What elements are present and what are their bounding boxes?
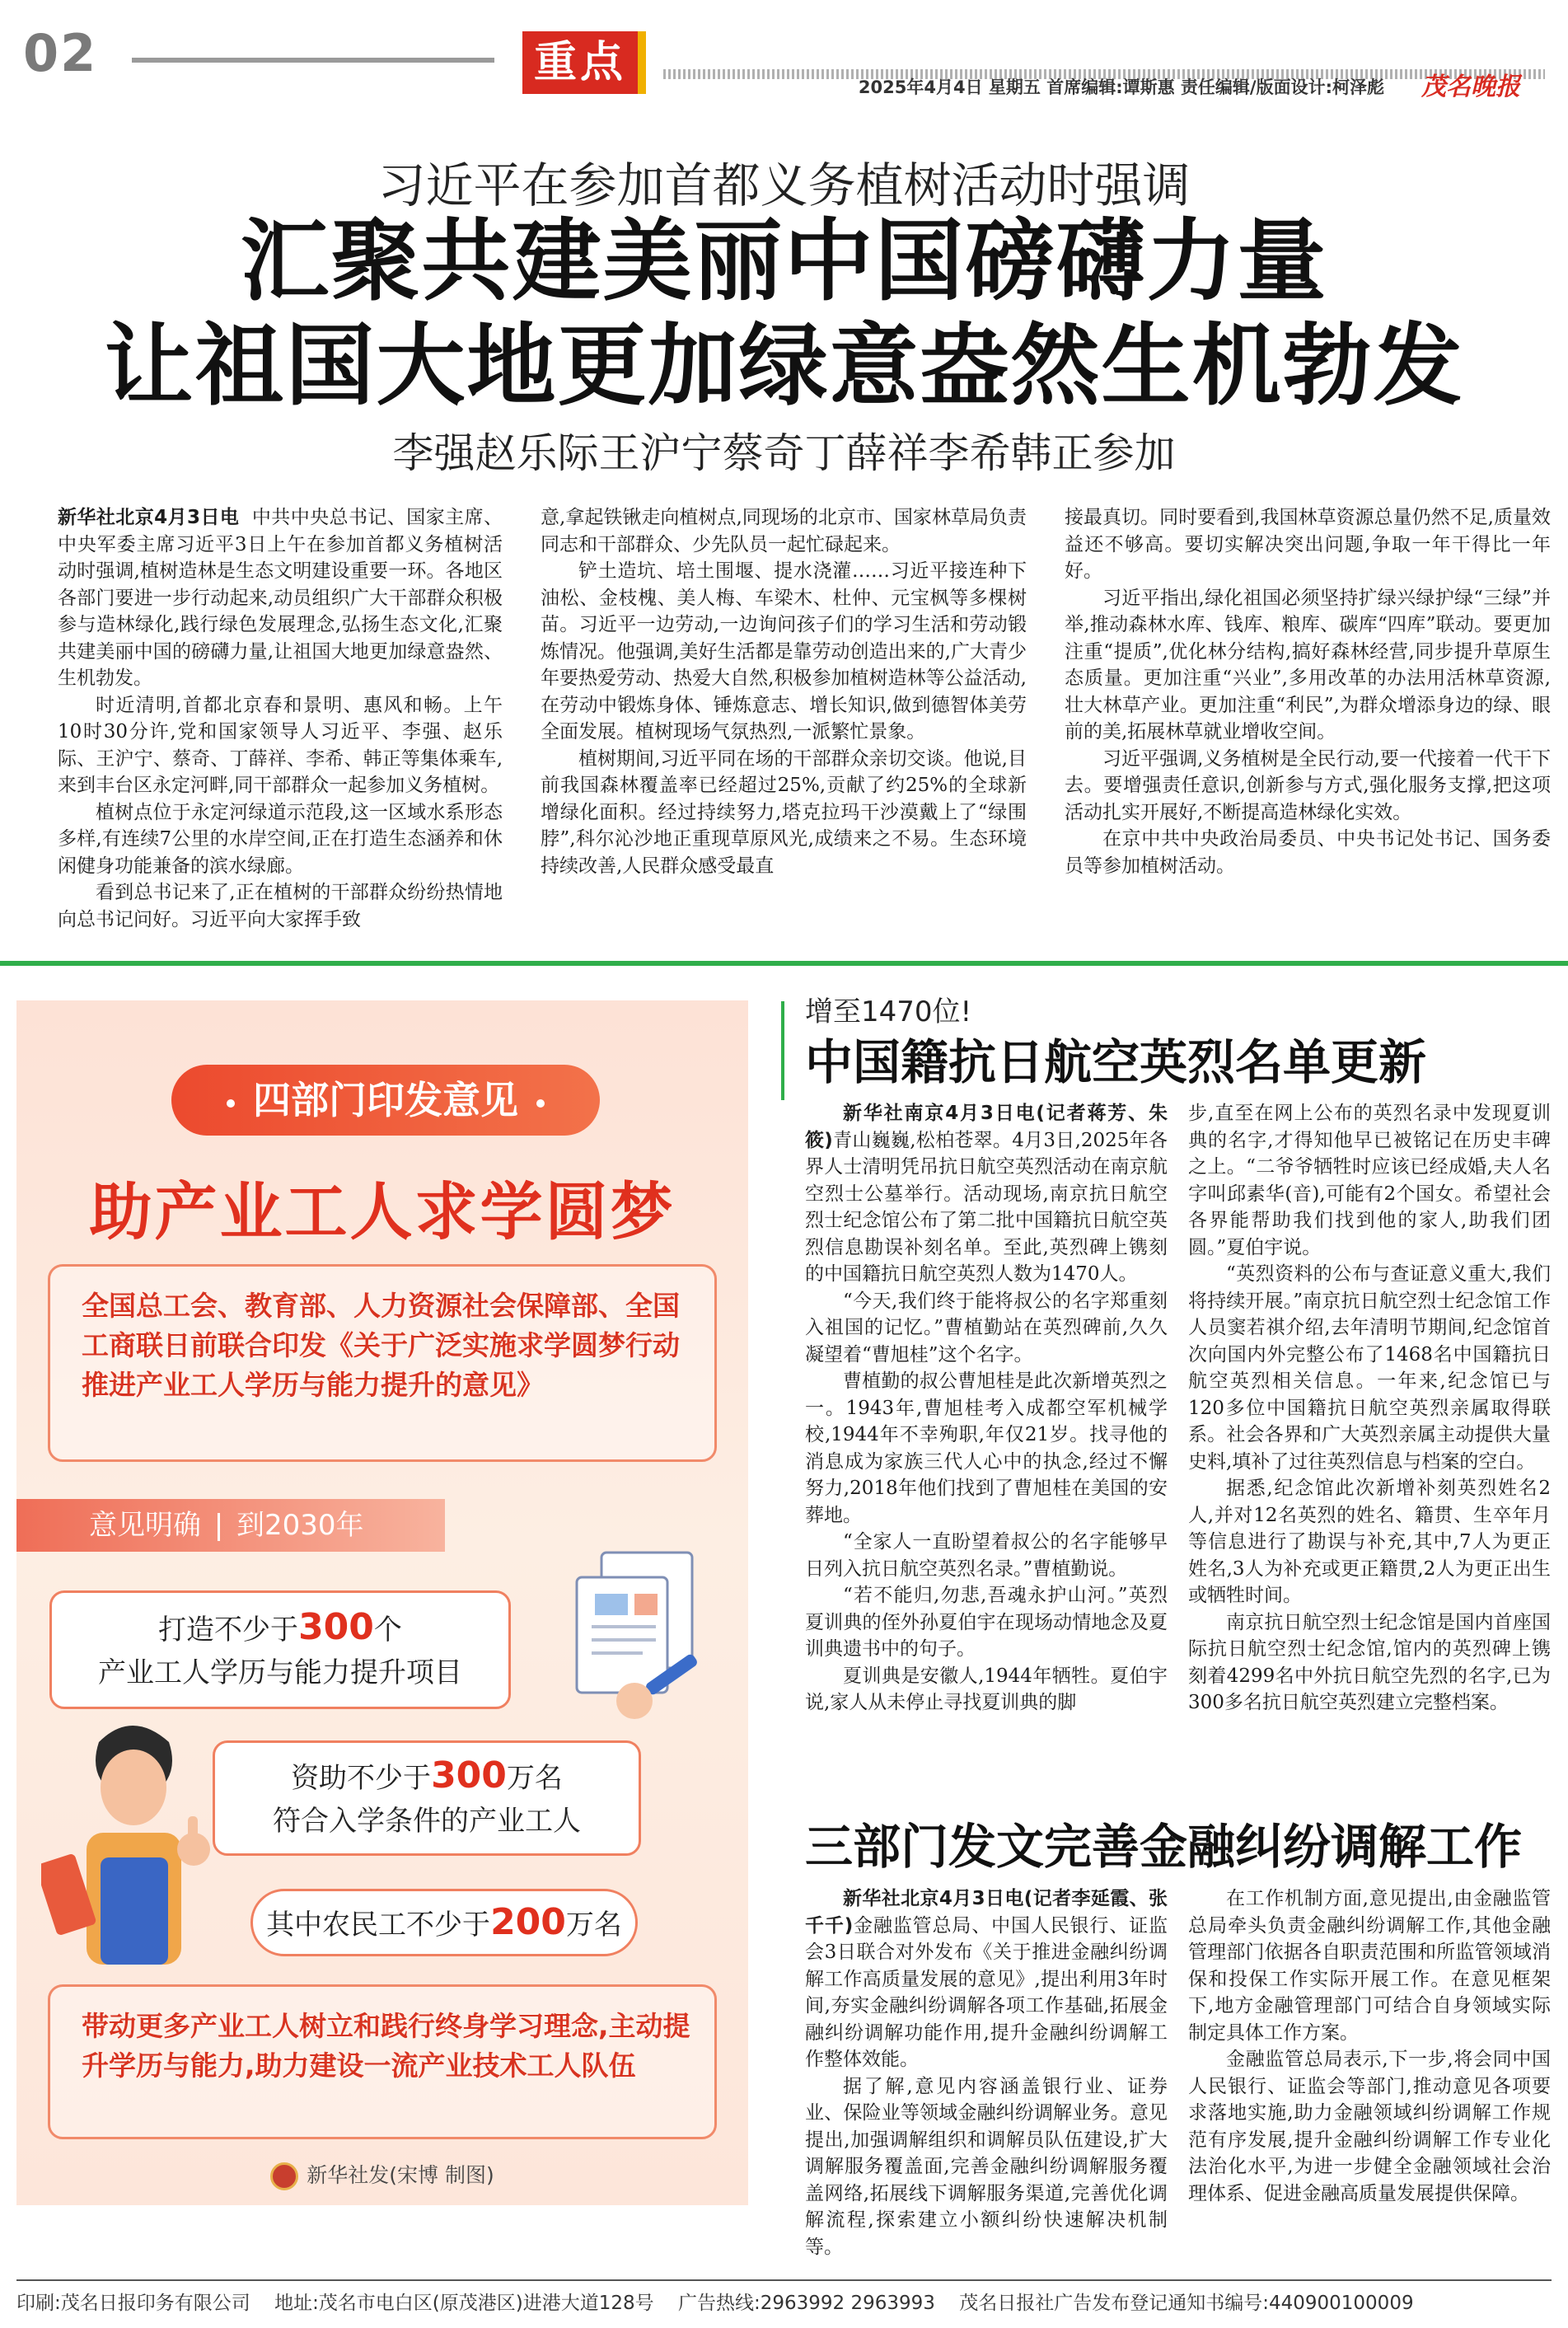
infographic-pill: 四部门印发意见 [171, 1065, 600, 1136]
section-tag: 重点 [522, 31, 638, 94]
story1-kicker: 增至1470位! [805, 995, 972, 1028]
band-separator [218, 1513, 220, 1541]
target-card-migrant-workers: 其中农民工不少于200万名 [250, 1889, 638, 1956]
dateline: 新华社北京4月3日电 [58, 507, 240, 528]
story-paragraph: “今天,我们终于能将叔公的名字郑重刻入祖国的记忆。”曹植勤站在英烈碑前,久久凝望着“曹旭桂”这个名字。 [805, 1290, 1168, 1365]
footer-divider [16, 2279, 1552, 2281]
edition-info: 2025年4月4日 星期五 首席编辑:谭斯惠 责任编辑/版面设计:柯泽彪 [858, 77, 1384, 97]
lead-paragraph: 铲土造坑、培土围堰、提水浇灌……习近平接连种下油松、金枝槐、美人梅、车梁木、杜仲、元宝枫等多棵树苗。习近平一边劳动,一边询问孩子们的学习生活和劳动锻炼情况。他强调,美好生活都是靠劳动创造出来的,广大青少年要热爱劳动、热爱大自然,积极参加植树造林等公益活动,在劳动中锻炼身体、锤炼意志、增长知识,做到德智体美劳全面发展。植树现场气氛热烈,一派繁忙景象。 [541, 560, 1027, 742]
story-paragraph: “英烈资料的公布与查证意义重大,我们将持续开展。”南京抗日航空烈士纪念馆工作人员窦若祺介绍,去年清明节期间,纪念馆首次向国内外完整公布了1468名中国籍抗日航空英烈相关信息。一年来,纪念馆已与120多位中国籍抗日航空英烈亲属取得联系。社会各界和广大英烈亲属主动提供大量史料,填补了过往英烈信息与档案的空白。 [1188, 1263, 1551, 1473]
infographic-intro: 全国总工会、教育部、人力资源社会保障部、全国工商联日前联合印发《关于广泛实施求学圆梦行动 推进产业工人学历与能力提升的意见》 [82, 1290, 680, 1401]
footer-printer: 印刷:茂名日报印务有限公司 [16, 2293, 250, 2314]
lead-subhead: 李强赵乐际王沪宁蔡奇丁薛祥李希韩正参加 [392, 429, 1176, 477]
infographic-intro-box [48, 1264, 717, 1462]
lead-column-2 [541, 504, 1027, 879]
story-paragraph: 南京抗日航空烈士纪念馆是国内首座国际抗日航空烈士纪念馆,馆内的英烈碑上镌刻着4299名中外抗日航空先烈的名字,已为300多名抗日航空英烈建立完整档案。 [1188, 1611, 1551, 1713]
story-paragraph: “若不能归,勿悲,吾魂永护山河。”英烈夏训典的侄外孙夏伯宇在现场动情地念及夏训典遗书中的句子。 [805, 1585, 1168, 1660]
lead-paragraph: 看到总书记来了,正在植树的干部群众纷纷热情地向总书记问好。习近平向大家挥手致 [58, 882, 503, 930]
target-number: 300 [298, 1606, 374, 1648]
lead-paragraph: 接最真切。同时要看到,我国林草资源总量仍然不足,质量效益还不够高。要切实解决突出问题,争取一年干得比一年好。 [1065, 507, 1551, 582]
page-number-rule [132, 58, 494, 63]
story-paragraph: 新华社北京4月3日电(记者李延霞、张千千)金融监管总局、中国人民银行、证监会3日联合对外发布《关于推进金融纠纷调解工作高质量发展的意见》,提出利用3年时间,夯实金融纠纷调解各项工作基础,拓展金融纠纷调解功能作用,提升金融纠纷调解工作整体效能。 [805, 1888, 1168, 2070]
lead-paragraph: 习近平指出,绿化祖国必须坚持扩绿兴绿护绿“三绿”并举,推动森林水库、钱库、粮库、碳库“四库”联动。要更加注重“提质”,优化林分结构,搞好森林经营,同步提升草原生态质量。更加注重“兴业”,多用改革的办法用活林草资源,壮大林草产业。更加注重“利民”,为群众增添身边的绿、眼前的美,拓展林草就业增收空间。 [1065, 587, 1551, 742]
section-divider [0, 961, 1568, 966]
story-paragraph: 金融监管总局表示,下一步,将会同中国人民银行、证监会等部门,推动意见各项要求落地实施,助力金融领域纠纷调解工作规范有序发展,提升金融纠纷调解工作专业化法治化水平,为进一步健全金融领域社会治理体系、促进金融高质量发展提供保障。 [1188, 2049, 1551, 2204]
story-paragraph: 据了解,意见内容涵盖银行业、证券业、保险业等领域金融纠纷调解业务。意见提出,加强调解组织和调解员队伍建设,扩大调解服务覆盖面,完善金融纠纷调解服务覆盖网络,拓展线下调解服务渠道,完善优化调解流程,探索建立小额纠纷快速解决机制等。 [805, 2075, 1168, 2258]
lead-paragraph: 意,拿起铁锹走向植树点,同现场的北京市、国家林草局负责同志和干部群众、少先队员一起忙碌起来。 [541, 507, 1027, 555]
story-paragraph: “全家人一直盼望着叔公的名字能够早日列入抗日航空英烈名录。”曹植勤说。 [805, 1531, 1168, 1580]
document-pen-illustration [544, 1544, 709, 1726]
story1-column-2 [1188, 1100, 1551, 1717]
bullet-dot [536, 1099, 545, 1108]
page-number: 02 [23, 23, 98, 83]
footer-license: 茂名日报社广告发布登记通知书编号:440900100009 [959, 2293, 1414, 2314]
dateline: 新华社南京4月3日电(记者蒋芳、朱筱) [805, 1103, 1168, 1151]
lead-paragraph: 新华社北京4月3日电 中共中央总书记、国家主席、中央军委主席习近平3日上午在参加首都义务植树活动时强调,植树造林是生态文明建设重要一环。各地区各部门要进一步行动起来,动员组织广大干部群众积极参与造林绿化,践行绿色发展理念,弘扬生态文化,汇聚共建美丽中国的磅礴力量,让祖国大地更加绿意盎然、生机勃发。 [58, 507, 503, 689]
story-paragraph: 步,直至在网上公布的英烈名录中发现夏训典的名字,才得知他早已被铭记在历史丰碑之上。“二爷爷牺牲时应该已经成婚,夫人名字叫邱素华(音),可能有2个国女。希望社会各界能帮助我们找到他的家人,助我们团圆。”夏伯宇说。 [1188, 1103, 1551, 1258]
story-paragraph: 曹植勤的叔公曹旭桂是此次新增英烈之一。1943年,曹旭桂考入成都空军机械学校,1944年不幸殉职,年仅21岁。找寻他的消息成为家族三代人心中的执念,经过不懈努力,2018年他们找到了曹旭桂在美国的安葬地。 [805, 1370, 1168, 1526]
target-number: 200 [490, 1901, 566, 1943]
target-card-funding: 资助不少于300万名 符合入学条件的产业工人 [213, 1740, 641, 1856]
story2-column-2 [1188, 1885, 1551, 2207]
infographic-credit: 新华社发(宋博 制图) [16, 2159, 748, 2190]
story-paragraph: 在工作机制方面,意见提出,由金融监管总局牵头负责金融纠纷调解工作,其他金融管理部门依据各自职责范围和所监管领域消保和投保工作实际开展工作。在意见框架下,地方金融管理部门可结合自身领域实际制定具体工作方案。 [1188, 1888, 1551, 2044]
infographic-closing-box [48, 1984, 717, 2139]
infographic [16, 1000, 748, 2205]
lead-paragraph: 习近平强调,义务植树是全民行动,要一代接着一代干下去。要增强责任意识,创新参与方式,强化服务支撑,把这项活动扎实开展好,不断提高造林绿化实效。 [1065, 747, 1551, 823]
worker-illustration [41, 1709, 222, 1981]
dateline: 新华社北京4月3日电(记者李延霞、张千千) [805, 1888, 1168, 1937]
lead-headline-line-1: 汇聚共建美丽中国磅礴力量 [240, 210, 1328, 313]
story1-column-1 [805, 1100, 1168, 1717]
target-card-projects: 打造不少于300个 产业工人学历与能力提升项目 [49, 1590, 511, 1709]
lead-column-3 [1065, 504, 1551, 879]
lead-headline-line-2: 让祖国大地更加绿意盎然生机勃发 [104, 315, 1464, 418]
story2-column-1 [805, 1885, 1168, 2260]
lead-paragraph: 植树点位于永定河绿道示范段,这一区域水系形态多样,有连续7公里的水岸空间,正在打造生态涵养和休闲健身功能兼备的滨水绿廊。 [58, 801, 503, 877]
footer [16, 2288, 1552, 2315]
lead-kicker: 习近平在参加首都义务植树活动时强调 [377, 157, 1191, 213]
lead-column-1 [58, 504, 503, 933]
masthead [0, 0, 1568, 107]
bullet-dot [227, 1099, 235, 1108]
story1-headline: 中国籍抗日航空英烈名单更新 [805, 1034, 1427, 1090]
lead-paragraph: 在京中共中央政治局委员、中央书记处书记、国务委员等参加植树活动。 [1065, 828, 1551, 877]
footer-hotline: 广告热线:2963992 2963993 [677, 2293, 935, 2314]
xinhua-seal-icon [270, 2162, 298, 2190]
story-paragraph: 新华社南京4月3日电(记者蒋芳、朱筱)青山巍巍,松柏苍翠。4月3日,2025年各界人士清明凭吊抗日航空英烈活动在南京航空烈士公墓举行。活动现场,南京抗日航空烈士纪念馆公布了第二批中国籍抗日航空英烈信息勘误补刻名单。至此,英烈碑上镌刻的中国籍抗日航空英烈人数为1470人。 [805, 1103, 1168, 1285]
story2-headline: 三部门发文完善金融纠纷调解工作 [805, 1819, 1523, 1875]
lead-paragraph: 时近清明,首都北京春和景明、惠风和畅。上午10时30分许,党和国家领导人习近平、李强、赵乐际、王沪宁、蔡奇、丁薛祥、李希、韩正等集体乘车,来到丰台区永定河畔,同干部群众一起参加义务植树。 [58, 694, 503, 796]
infographic-band: 意见明确 到2030年 [16, 1499, 445, 1552]
target-number: 300 [431, 1754, 507, 1796]
footer-address: 地址:茂名市电白区(原茂港区)进港大道128号 [274, 2293, 654, 2314]
infographic-title: 助产业工人求学圆梦 [89, 1175, 676, 1248]
lead-paragraph: 植树期间,习近平同在场的干部群众亲切交谈。他说,目前我国森林覆盖率已经超过25%,贡献了约25%的全球新增绿化面积。经过持续努力,塔克拉玛干沙漠戴上了“绿围脖”,科尔沁沙地正重现草原风光,成绩来之不易。生态环境持续改善,人民群众感受最直 [541, 747, 1027, 877]
infographic-closing: 带动更多产业工人树立和践行终身学习理念,主动提升学历与能力,助力建设一流产业技术工人队伍 [82, 2010, 690, 2082]
story-paragraph: 夏训典是安徽人,1944年牺牲。夏伯宇说,家人从未停止寻找夏训典的脚 [805, 1665, 1168, 1713]
story-paragraph: 据悉,纪念馆此次新增补刻英烈姓名2人,并对12名英烈的姓名、籍贯、生卒年月等信息进行了勘误与补充,其中,7人为更正姓名,3人为补充或更正籍贯,2人为更正出生或牺牲时间。 [1188, 1478, 1551, 1606]
paper-logo: 茂名晚报 [1421, 73, 1520, 101]
story-accent-bar [781, 1001, 784, 1100]
